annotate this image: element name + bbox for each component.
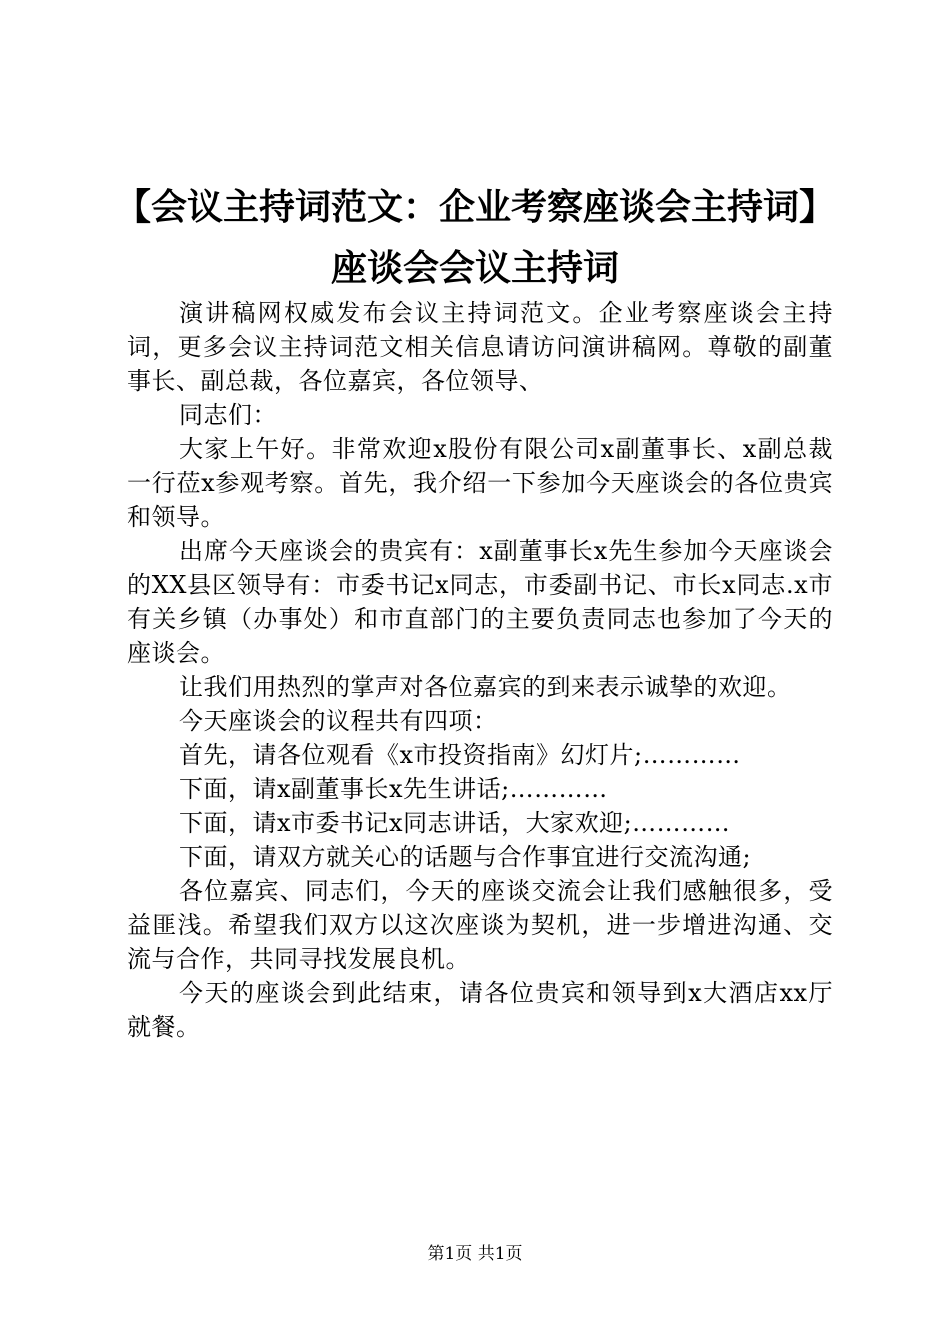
paragraph: 演讲稿网权威发布会议主持词范文。企业考察座谈会主持词，更多会议主持词范文相关信息请访问演讲稿网。尊敬的副董事长、副总裁，各位嘉宾，各位领导、: [127, 299, 833, 395]
paragraph: 下面，请x市委书记x同志讲话，大家欢迎;…………: [179, 809, 731, 837]
page-footer: 第1页 共1页: [427, 1244, 523, 1264]
document-title: 【会议主持词范文：企业考察座谈会主持词】: [114, 187, 835, 228]
paragraph: 今天的座谈会到此结束，请各位贵宾和领导到x大酒店xx厅就餐。: [127, 979, 833, 1041]
paragraph: 下面，请双方就关心的话题与合作事宜进行交流沟通;: [179, 843, 752, 871]
paragraph: 下面，请x副董事长x先生讲话;…………: [179, 775, 608, 803]
document-subtitle: 座谈会会议主持词: [330, 248, 619, 289]
paragraph: 各位嘉宾、同志们，今天的座谈交流会让我们感触很多，受益匪浅。希望我们双方以这次座谈为契机，进一步增进沟通、交流与合作，共同寻找发展良机。: [127, 877, 833, 973]
paragraph: 大家上午好。非常欢迎x股份有限公司x副董事长、x副总裁一行莅x参观考察。首先，我介绍一下参加今天座谈会的各位贵宾和领导。: [127, 435, 833, 531]
document-body: [127, 296, 833, 1044]
paragraph: 首先，请各位观看《x市投资指南》幻灯片;…………: [179, 741, 741, 769]
paragraph: 今天座谈会的议程共有四项：: [179, 707, 498, 735]
paragraph: 同志们：: [179, 401, 277, 429]
paragraph: 出席今天座谈会的贵宾有：x副董事长x先生参加今天座谈会的XX县区领导有：市委书记x同志，市委副书记、市长x同志.x市有关乡镇（办事处）和市直部门的主要负责同志也参加了今天的座谈会。: [127, 537, 833, 667]
paragraph: 让我们用热烈的掌声对各位嘉宾的到来表示诚挚的欢迎。: [179, 673, 792, 701]
